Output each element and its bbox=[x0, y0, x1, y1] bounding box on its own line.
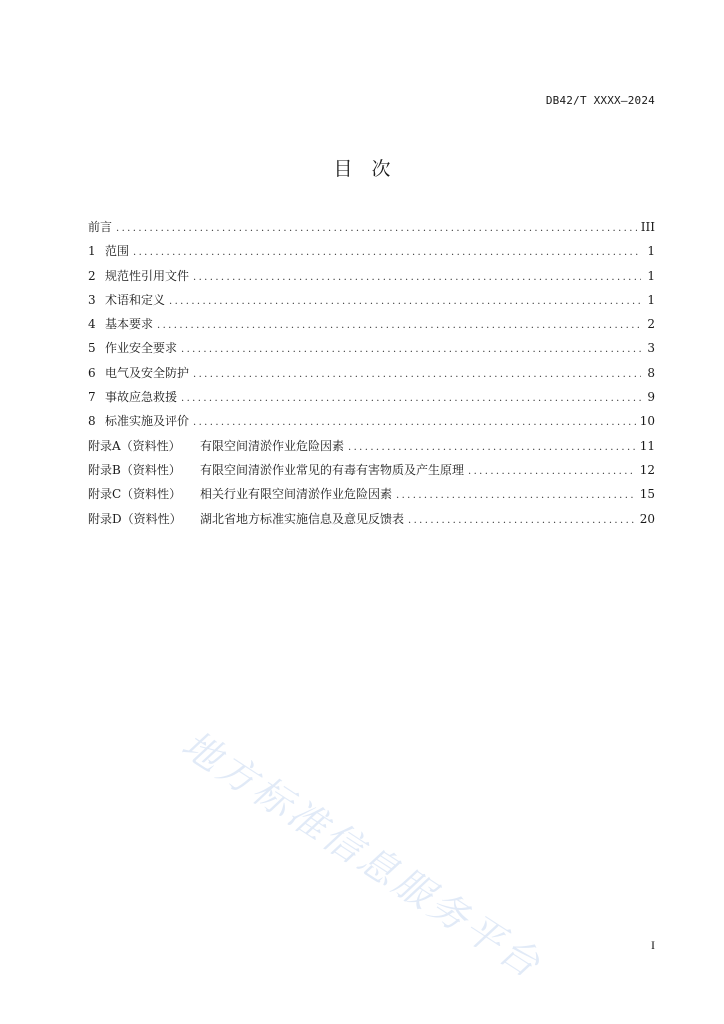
document-code: DB42/T XXXX—2024 bbox=[545, 94, 655, 107]
toc-entry-label: 有限空间清淤作业常见的有毒有害物质及产生原理 bbox=[200, 462, 465, 477]
toc-annex-label: 附录C（资料性） bbox=[88, 487, 182, 502]
toc-entry-label: 作业安全要求 bbox=[105, 341, 178, 356]
toc-leader-dots bbox=[116, 223, 637, 234]
watermark: 地方标准信息服务平台 bbox=[174, 721, 551, 988]
toc-entry-annex-b[interactable] bbox=[88, 461, 655, 485]
toc-entry-page: 2 bbox=[647, 317, 655, 332]
toc-entry-3[interactable] bbox=[88, 291, 655, 315]
toc-leader-dots bbox=[157, 320, 641, 331]
toc-entry-2[interactable] bbox=[88, 267, 655, 291]
toc-leader-dots bbox=[396, 490, 636, 501]
toc-entry-label: 湖北省地方标准实施信息及意见反馈表 bbox=[200, 511, 405, 526]
toc-entry-label: 术语和定义 bbox=[105, 292, 166, 307]
toc-entry-label: 相关行业有限空间清淤作业危险因素 bbox=[200, 487, 393, 502]
toc-leader-dots bbox=[181, 344, 641, 355]
toc-leader-dots bbox=[193, 369, 641, 380]
toc-entry-number: 4 bbox=[88, 317, 96, 332]
toc-leader-dots bbox=[408, 515, 636, 526]
toc-entry-annex-a[interactable] bbox=[88, 437, 655, 461]
toc-leader-dots bbox=[133, 247, 641, 258]
toc-entry-page: 1 bbox=[647, 268, 655, 283]
table-of-contents bbox=[88, 218, 655, 534]
toc-entry-page: III bbox=[640, 220, 655, 234]
toc-leader-dots bbox=[181, 393, 641, 404]
toc-entry-page: 3 bbox=[647, 341, 655, 356]
toc-entry-label: 标准实施及评价 bbox=[105, 414, 190, 429]
toc-entry-number: 2 bbox=[88, 268, 96, 283]
toc-entry-5[interactable] bbox=[88, 339, 655, 363]
toc-entry-label: 基本要求 bbox=[105, 317, 154, 332]
toc-entry-label: 有限空间清淤作业危险因素 bbox=[200, 438, 345, 453]
toc-entry-annex-d[interactable] bbox=[88, 510, 655, 534]
toc-entry-page: 9 bbox=[647, 390, 655, 405]
toc-entry-8[interactable] bbox=[88, 412, 655, 436]
toc-entry-page: 8 bbox=[647, 365, 655, 380]
toc-entry-6[interactable] bbox=[88, 364, 655, 388]
toc-annex-label: 附录B（资料性） bbox=[88, 462, 181, 477]
toc-entry-page: 12 bbox=[639, 462, 655, 477]
toc-entry-7[interactable] bbox=[88, 388, 655, 412]
toc-entry-page: 20 bbox=[639, 511, 655, 526]
toc-leader-dots bbox=[468, 466, 636, 477]
toc-entry-label: 前言 bbox=[88, 220, 113, 234]
toc-entry-number: 6 bbox=[88, 365, 96, 380]
toc-entry-label: 规范性引用文件 bbox=[105, 268, 190, 283]
toc-entry-4[interactable] bbox=[88, 315, 655, 339]
toc-entry-number: 1 bbox=[88, 244, 96, 259]
toc-entry-page: 10 bbox=[639, 414, 655, 429]
toc-leader-dots bbox=[193, 417, 636, 428]
toc-entry-label: 事故应急救援 bbox=[105, 390, 178, 405]
toc-entry-page: 1 bbox=[647, 244, 655, 259]
toc-leader-dots bbox=[169, 296, 641, 307]
toc-entry-annex-c[interactable] bbox=[88, 485, 655, 509]
page-number: I bbox=[651, 938, 655, 952]
toc-entry-foreword[interactable] bbox=[88, 218, 655, 242]
toc-annex-label: 附录A（资料性） bbox=[88, 438, 181, 453]
toc-entry-page: 1 bbox=[647, 292, 655, 307]
toc-entry-label: 电气及安全防护 bbox=[105, 365, 190, 380]
toc-leader-dots bbox=[193, 272, 641, 283]
toc-entry-page: 15 bbox=[639, 487, 655, 502]
toc-annex-label: 附录D（资料性） bbox=[88, 511, 182, 526]
toc-entry-label: 范围 bbox=[105, 244, 130, 259]
toc-entry-1[interactable] bbox=[88, 242, 655, 266]
toc-entry-number: 8 bbox=[88, 414, 96, 429]
toc-entry-number: 3 bbox=[88, 292, 96, 307]
toc-leader-dots bbox=[348, 442, 636, 453]
toc-title: 目 次 bbox=[333, 158, 391, 180]
toc-entry-page: 11 bbox=[639, 438, 655, 453]
toc-entry-number: 5 bbox=[88, 341, 96, 356]
toc-entry-number: 7 bbox=[88, 390, 96, 405]
